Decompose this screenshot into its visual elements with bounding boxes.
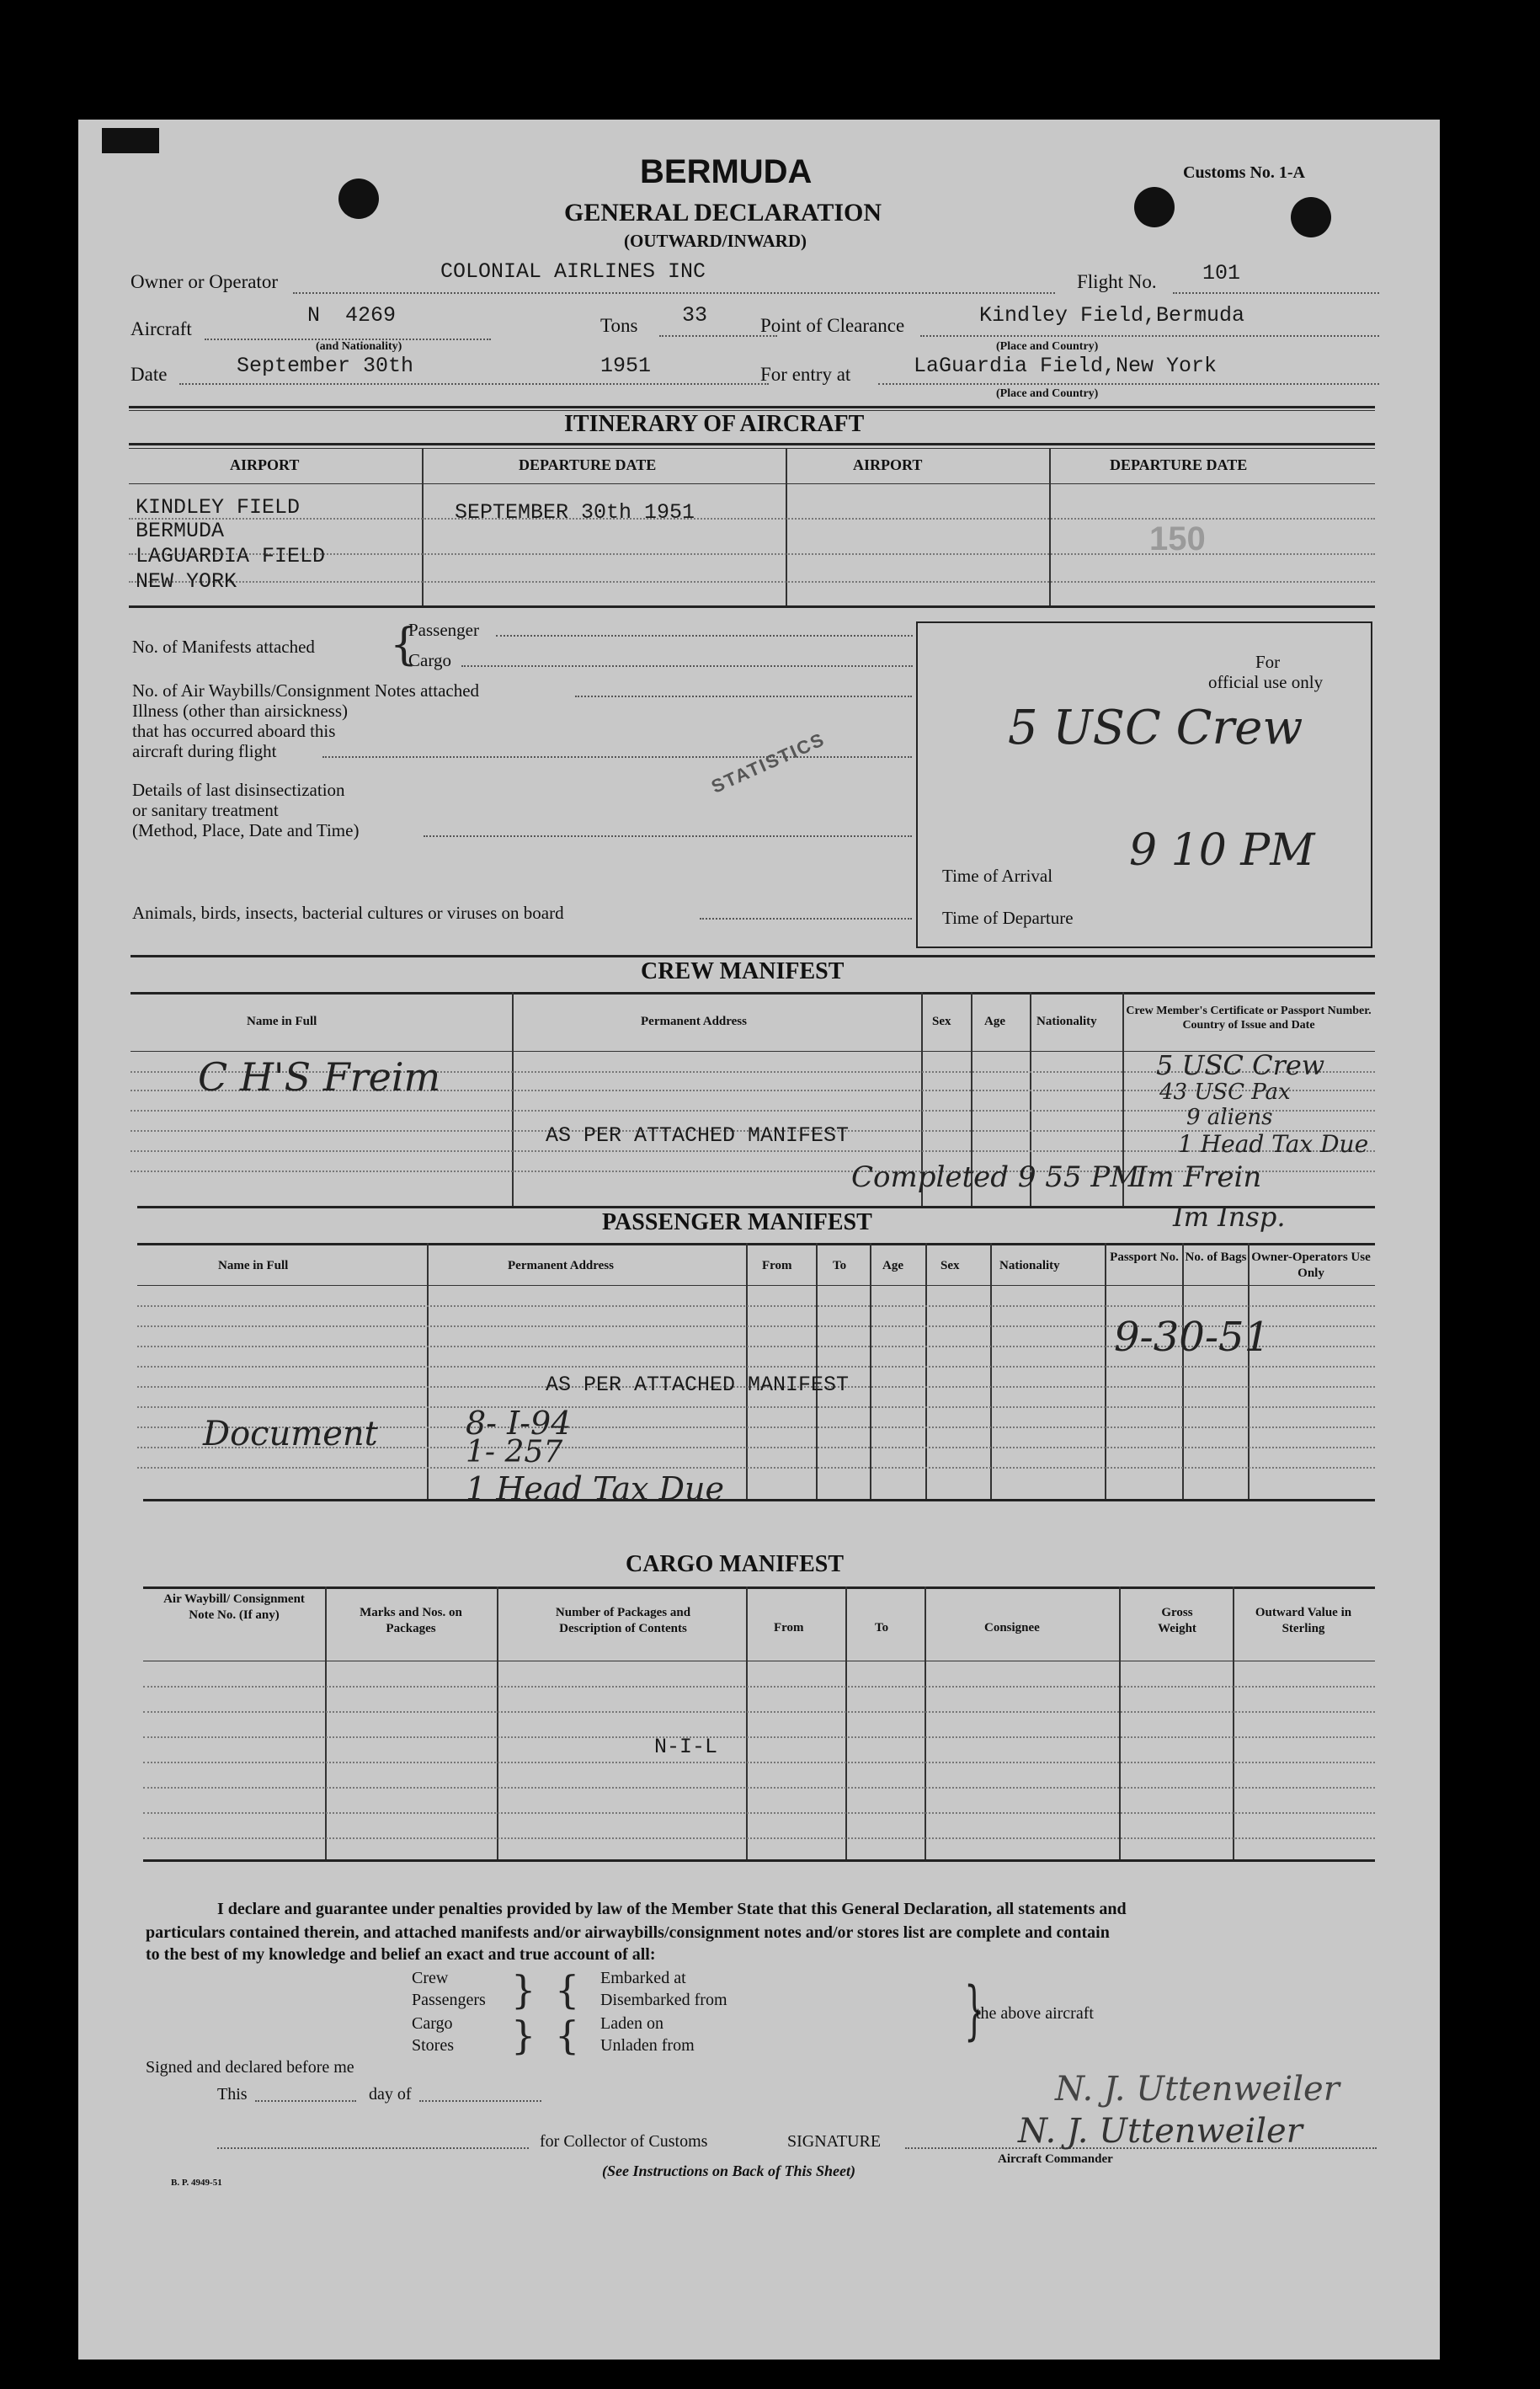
tons-value: 33 [682,303,708,328]
arrival-label: Time of Arrival [942,866,1053,886]
crew-completed: Completed 9 55 PM [851,1160,1140,1194]
passenger-hw-date: 9-30-51 [1114,1314,1271,1361]
declaration-line-2: particulars contained therein, and attached manifests and/or airwaybills/consignment notes and/or stores list are complete and contain [146,1923,1110,1942]
form-subtitle: GENERAL DECLARATION [564,199,882,227]
illness-line-3: aircraft during flight [132,741,277,761]
form-number: B. P. 4949-51 [171,2178,222,2188]
passenger-hw-line-1: 8- I-94 [466,1405,572,1442]
passenger-col-nationality: Nationality [999,1259,1060,1272]
owner-value: COLONIAL AIRLINES INC [440,259,706,284]
decl-brace-4: { [555,2013,580,2058]
crew-col-sex: Sex [932,1015,951,1028]
decl-day-of: day of [369,2085,412,2104]
cargo-col-consignee: Consignee [984,1621,1040,1634]
passenger-col-bags: No. of Bags [1185,1250,1247,1264]
aircraft-value: N 4269 [307,303,397,328]
crew-hw-note-2: 43 USC Pax [1159,1080,1291,1105]
cargo-col-from: From [774,1621,804,1634]
crew-hw-name: C H'S Freim [198,1054,441,1100]
decl-this: This [217,2085,248,2104]
illness-line-1: Illness (other than airsickness) [132,701,349,721]
flight-value: 101 [1202,261,1241,285]
decl-passengers: Passengers [412,1991,486,2009]
itinerary-departure-date: SEPTEMBER 30th 1951 [455,500,695,525]
decl-aircraft-commander: Aircraft Commander [998,2152,1113,2166]
decl-collector: for Collector of Customs [540,2132,708,2151]
decl-brace-5: } [964,1972,985,2047]
clearance-value: Kindley Field,Bermuda [979,303,1245,328]
aircraft-sub: (and Nationality) [316,340,402,353]
punch-hole-mid [1134,187,1175,227]
crew-signature-2: Im Insp. [1173,1201,1286,1233]
waybills-label: No. of Air Waybills/Consignment Notes attached [132,680,480,701]
official-crew-note: 5 USC Crew [1008,701,1303,755]
cargo-col-to: To [875,1621,889,1634]
passenger-col-name: Name in Full [218,1259,289,1272]
clearance-label: Point of Clearance [760,315,905,336]
customs-number: Customs No. 1-A [1183,163,1305,182]
cargo-col-packages: Number of Packages and Description of Contents [555,1606,691,1635]
crew-col-age: Age [984,1015,1005,1028]
cargo-col-marks: Marks and Nos. on Packages [360,1606,462,1635]
decl-hw-signature-1: N. J. Uttenweiler [1055,2070,1340,2109]
punch-hole-right [1291,197,1331,237]
entry-sub: (Place and Country) [996,387,1099,400]
official-for: For [1255,652,1281,672]
itinerary-title: ITINERARY OF AIRCRAFT [564,411,865,437]
form-direction: (OUTWARD/INWARD) [624,231,807,251]
date-value: September 30th [237,354,414,378]
official-use-label: official use only [1208,672,1324,692]
decl-above-aircraft: the above aircraft [976,2004,1094,2023]
cargo-title: CARGO MANIFEST [626,1551,845,1577]
passenger-col-to: To [833,1259,847,1272]
decl-brace-2: } [511,2013,536,2058]
decl-brace-3: { [555,1967,580,2013]
decl-stores: Stores [412,2036,454,2055]
crew-hw-note-3: 9 aliens [1186,1105,1273,1130]
decl-embarked: Embarked at [600,1969,686,1987]
disinsect-line-1: Details of last disinsectization [132,780,345,800]
decl-crew: Crew [412,1969,449,1987]
crew-hw-note-4: 1 Head Tax Due [1178,1130,1369,1158]
tons-label: Tons [600,315,638,336]
statistics-stamp: STATISTICS [708,728,829,797]
tape-mark [102,128,159,153]
official-use-box [916,621,1372,948]
crew-title: CREW MANIFEST [641,958,845,984]
crew-as-per: AS PER ATTACHED MANIFEST [546,1123,850,1148]
passenger-hw-line-2: 1- 257 [466,1435,563,1469]
passenger-col-passport: Passport No. [1110,1250,1179,1264]
decl-laden: Laden on [600,2014,663,2033]
itinerary-col-airport: AIRPORT [230,456,300,473]
crew-col-address: Permanent Address [641,1015,747,1028]
decl-unladen: Unladen from [600,2036,695,2055]
brace-1: { [390,620,418,670]
owner-label: Owner or Operator [131,271,278,292]
passenger-col-age: Age [882,1259,903,1272]
decl-disembarked: Disembarked from [600,1991,727,2009]
passenger-hw-label: Document [203,1415,378,1453]
declaration-line-1: I declare and guarantee under penalties provided by law of the Member State that this General Declaration, all statements and [217,1900,1127,1918]
manifest-cargo-label: Cargo [408,650,451,670]
entry-label: For entry at [760,364,851,385]
flight-label: Flight No. [1077,271,1157,292]
itinerary-stamp-number: 150 [1149,520,1206,557]
itinerary-col-departure2: DEPARTURE DATE [1110,456,1248,473]
punch-hole-left [338,179,379,219]
itinerary-airport-2: BERMUDA [136,519,225,543]
passenger-col-owner: Owner-Operators Use Only [1251,1250,1371,1280]
passenger-col-address: Permanent Address [508,1259,614,1272]
disinsect-line-2: or sanitary treatment [132,800,279,820]
crew-col-nationality: Nationality [1036,1015,1097,1028]
arrival-value: 9 10 PM [1129,825,1315,876]
passenger-as-per: AS PER ATTACHED MANIFEST [546,1373,850,1397]
departure-time-label: Time of Departure [942,908,1074,928]
date-label: Date [131,364,168,385]
passenger-hw-line-3: 1 Head Tax Due [466,1470,724,1507]
decl-hw-signature-2: N. J. Uttenweiler [1018,2112,1303,2151]
passenger-title: PASSENGER MANIFEST [602,1209,872,1235]
passenger-col-sex: Sex [941,1259,960,1272]
itinerary-col-airport2: AIRPORT [853,456,923,473]
instructions-note: (See Instructions on Back of This Sheet) [602,2162,856,2179]
form-title: BERMUDA [640,153,813,190]
passenger-col-from: From [762,1259,792,1272]
general-declaration-form [78,120,1440,2360]
clearance-sub: (Place and Country) [996,340,1099,353]
year-value: 1951 [600,354,652,378]
cargo-col-waybill: Air Waybill/ Consignment Note No. (If any) [163,1592,305,1622]
declaration-line-3: to the best of my knowledge and belief an exact and true account of all: [146,1945,656,1964]
aircraft-label: Aircraft [131,318,192,339]
animals-label: Animals, birds, insects, bacterial cultures or viruses on board [132,903,564,923]
crew-signature: Im Frein [1136,1160,1262,1194]
manifest-passenger-label: Passenger [408,620,479,640]
disinsect-line-3: (Method, Place, Date and Time) [132,820,360,840]
decl-signed: Signed and declared before me [146,2058,354,2077]
crew-col-name: Name in Full [247,1015,317,1028]
entry-value: LaGuardia Field,New York [914,354,1218,378]
cargo-nil: N-I-L [654,1735,718,1759]
itinerary-airport-1: KINDLEY FIELD [136,495,301,520]
manifests-label: No. of Manifests attached [132,637,315,657]
itinerary-airport-3: LAGUARDIA FIELD [136,544,326,568]
cargo-col-weight: Gross Weight [1158,1606,1196,1635]
itinerary-col-departure: DEPARTURE DATE [519,456,657,473]
itinerary-airport-4: NEW YORK [136,569,237,594]
cargo-col-value: Outward Value in Sterling [1255,1606,1352,1635]
decl-cargo: Cargo [412,2014,453,2033]
decl-brace-1: } [511,1967,536,2013]
crew-col-certificate: Crew Member's Certificate or Passport Number. Country of Issue and Date [1126,1005,1372,1032]
crew-hw-note-1: 5 USC Crew [1156,1049,1325,1081]
illness-line-2: that has occurred aboard this [132,721,336,741]
decl-signature-label: SIGNATURE [787,2132,882,2151]
